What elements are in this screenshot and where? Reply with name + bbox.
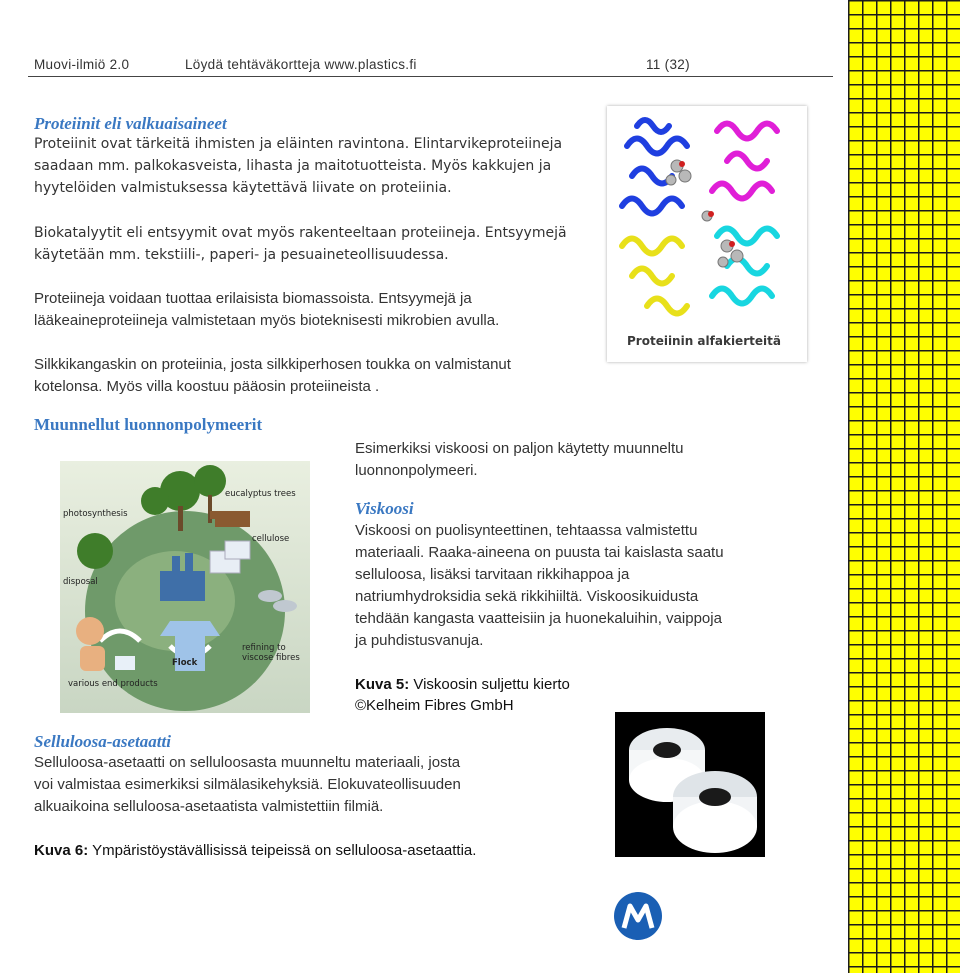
label-disposal: disposal (63, 577, 98, 587)
text-line: saadaan mm. palkokasveista, lihasta ja maitotuotteista. Myös kakkujen ja (34, 158, 552, 174)
biomass-paragraph (34, 288, 499, 332)
text-line: Esimerkiksi viskoosi on paljon käytetty muunneltu (355, 440, 684, 457)
text-line: tehdään kangasta vaatteisiin ja huonekaluihin, vaippoja (355, 610, 722, 627)
protein-image-caption: Proteiinin alfakierteitä (627, 334, 781, 348)
text-line: natriumhydroksidia sekä rikkihiiltä. Viskoosikuidusta (355, 588, 699, 605)
modified-polymers-heading: Muunnellut luonnonpolymeerit (34, 415, 263, 434)
text-line: selluloosa, lisäksi tarvitaan rikkihappoa ja (355, 566, 630, 583)
label-eucalyptus: eucalyptus trees (225, 489, 296, 499)
silk-paragraph (34, 354, 511, 398)
enzymes-paragraph (34, 222, 567, 266)
figure5-label: Kuva 5: (355, 676, 410, 693)
figure6-caption (34, 842, 476, 859)
text-line: ja puhdistusvanuja. (355, 632, 484, 649)
figure5-credit: ©Kelheim Fibres GmbH (355, 697, 514, 714)
decorative-grid (848, 0, 960, 973)
text-line: luonnonpolymeeri. (355, 462, 478, 479)
proteins-paragraph (34, 133, 562, 199)
figure5-text: Viskoosin suljettu kierto (413, 676, 570, 693)
text-line: Silkkikangaskin on proteiinia, josta silkkiperhosen toukka on valmistanut (34, 356, 511, 373)
site-link-text: Löydä tehtäväkortteja www.plastics.fi (185, 57, 417, 72)
text-line: Proteiineja voidaan tuottaa erilaisista biomassoista. Entsyymejä ja (34, 290, 472, 307)
page-number: 11 (32) (646, 57, 690, 72)
text-line: lääkeaineproteiineja valmistetaan myös bioteknisesti mikrobien avulla. (34, 312, 500, 329)
text-line: käytetään mm. tekstiili-, paperi- ja pesuaineteollisuudessa. (34, 247, 449, 263)
text-line: alkuaikoina selluloosa-asetaatista valmistettiin filmiä. (34, 798, 384, 815)
tape-rolls-image (615, 712, 765, 857)
text-line: voi valmistaa esimerkiksi silmälasikehyksiä. Elokuvateollisuuden (34, 776, 461, 793)
label-end-products: various end products (68, 679, 158, 689)
text-line: Selluloosa-asetaatti on selluloosasta muunneltu materiaali, josta (34, 754, 461, 771)
text-line: kotelonsa. Myös villa koostuu pääosin proteiineista . (34, 378, 380, 395)
text-line: hyytelöiden valmistuksessa käytettävä liivate on proteiinia. (34, 180, 452, 196)
viscose-heading: Viskoosi (355, 499, 414, 518)
viscose-cycle-image (60, 461, 310, 713)
tape-rolls-graphic (615, 712, 765, 857)
proteins-heading: Proteiinit eli valkuaisaineet (34, 114, 227, 133)
text-line: Viskoosi on puolisynteettinen, tehtaassa valmistettu (355, 522, 698, 539)
figure6-text: Ympäristöystävällisissä teipeissä on selluloosa-asetaattia. (92, 842, 477, 859)
acetate-heading: Selluloosa-asetaatti (34, 732, 171, 751)
label-flock: Flock (172, 658, 198, 668)
figure6-label: Kuva 6: (34, 842, 89, 859)
acetate-paragraph (34, 752, 461, 818)
text-line: materiaali. Raaka-aineena on puusta tai kaislasta saatu (355, 544, 724, 561)
doc-title: Muovi-ilmiö 2.0 (34, 57, 130, 72)
viscose-paragraph (355, 520, 724, 652)
protein-structure-image (607, 106, 807, 362)
label-refining: refining to viscose fibres (242, 643, 300, 663)
figure5-caption (355, 676, 570, 693)
label-cellulose: cellulose (252, 534, 290, 544)
label-photosynthesis: photosynthesis (63, 509, 128, 519)
text-line: Proteiinit ovat tärkeitä ihmisten ja eläinten ravintona. Elintarvikeproteiineja (34, 136, 563, 152)
header-divider (28, 76, 833, 77)
viscose-intro (355, 438, 683, 482)
protein-ribbon-graphic (607, 106, 807, 331)
text-line: Biokatalyytit eli entsyymit ovat myös rakenteeltaan proteiineja. Entsyymejä (34, 225, 567, 241)
m-logo-icon (612, 890, 664, 942)
